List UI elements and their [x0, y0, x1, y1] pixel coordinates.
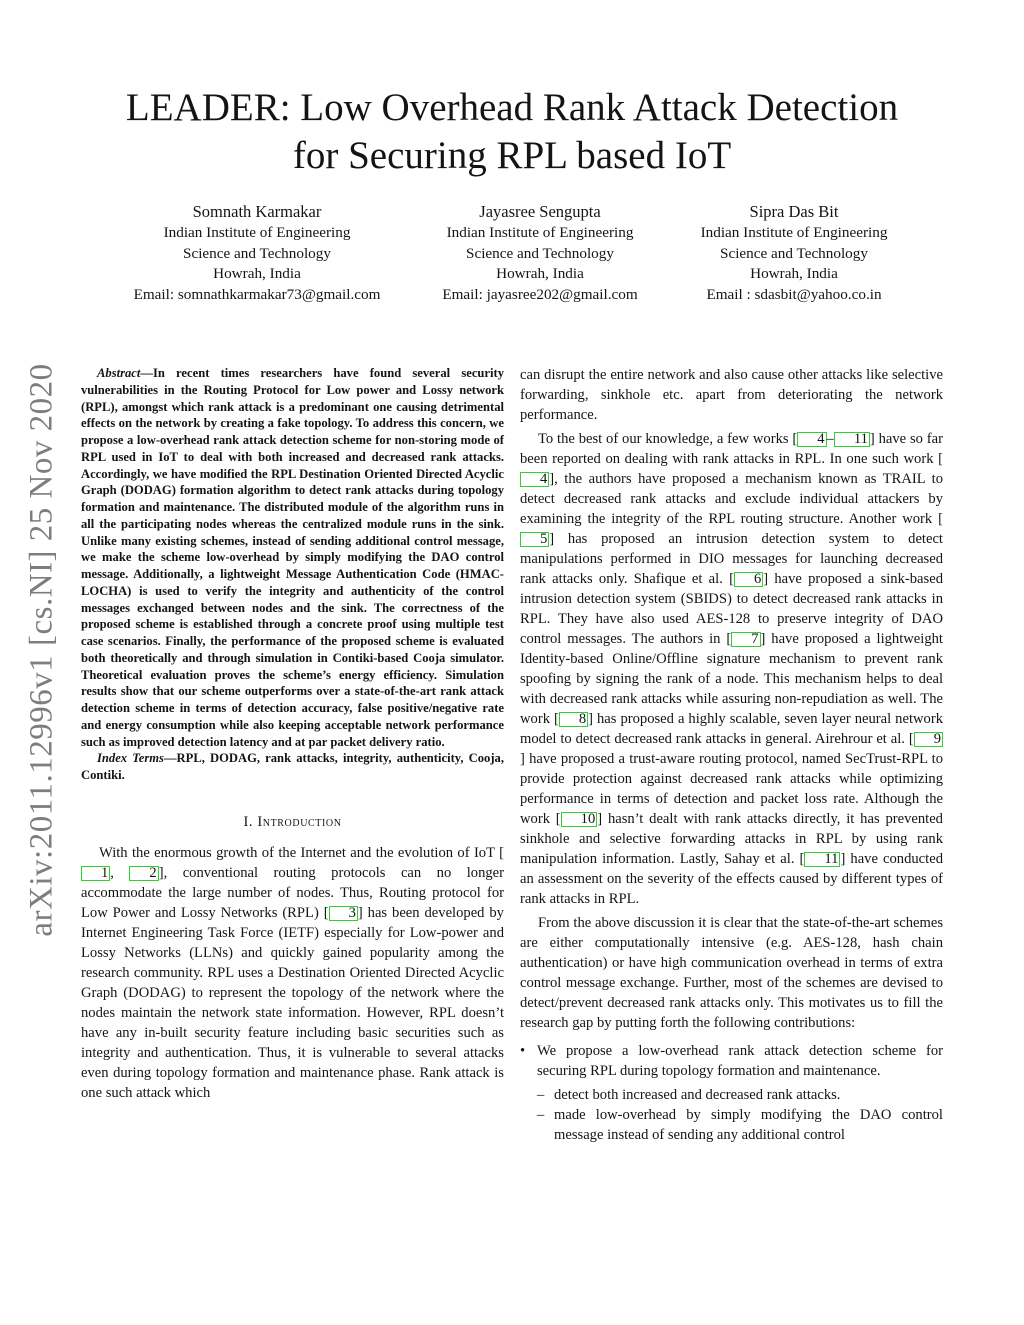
author-email: Email: jayasree202@gmail.com [442, 285, 638, 303]
contribution-text: We propose a low-overhead rank attack detection scheme for securing RPL during topology formation and maintenance. [537, 1043, 943, 1079]
paper-title [60, 84, 964, 180]
motivation-paragraph: From the above discussion it is clear that the state-of-the-art schemes are either computationally intensive (e.g. AES-128, hash chain authentication) or have high communication overhead in terms of extra control message exchange. Further, most of the schemes are devised to detect/prevent decreased rank attacks only. This motivates us to fill the research gap by putting forth the following contributions: [520, 915, 943, 1031]
author-affiliation-line-2: Science and Technology [183, 244, 331, 262]
citation-link[interactable]: 7 [731, 632, 760, 647]
author-affiliation-line-1: Indian Institute of Engineering [446, 224, 634, 241]
citation-link[interactable]: 11 [834, 432, 870, 447]
author-name: Jayasree Sengupta [479, 202, 601, 221]
abstract-text: —In recent times researchers have found several security vulnerabilities in the Routing Protocol for Low power and Lossy network (RPL), amongst which rank attack is a predominant one causing detrimental effects on the network by creating a fake topology. To address this concern, we propose a low-overhead rank attack detection scheme for non-storing mode of RPL used in IoT to deal with both increased and decreased rank attacks. Accordingly, we have modified the RPL Destination Oriented Directed Acyclic Graph (DODAG) formation algorithm to detect rank attacks during topology formation and maintenance. The distributed module of the algorithm runs in all the participating nodes whereas the centralized module runs in the sink. Unlike many existing schemes, instead of sending additional control message, we make the scheme low-overhead by simply modifying the DAO control message. Additionally, a lightweight Message Authentication Code (HMAC-LOCHA) is used to verify the integrity and authenticity of the control messages exchanged between nodes and the sink. The correctness of the proposed scheme is established through a concrete proof using multiple test case scenarios. Finally, the performance of the proposed scheme is evaluated both theoretically and through simulation in Contiki-based Cooja simulator. Theoretical evaluation proves the scheme’s energy efficiency. Simulation results show that our scheme outperforms over a state-of-the-art rank attack detection scheme in terms of detection accuracy, false positive/negative rate and energy consumption while also keeping acceptable network performance such as improved detection latency and at par packet delivery ratio. [81, 366, 504, 749]
author-affiliation-line-1: Indian Institute of Engineering [700, 224, 888, 241]
index-terms-text: —RPL, DODAG, rank attacks, integrity, authenticity, Cooja, Contiki. [81, 751, 504, 782]
related-work-paragraph: To the best of our knowledge, a few works [ 4 – 11 ] have so far been reported on dealing with rank attacks in RPL. In one such work [4 ], the authors have proposed a mechanism known as TRAIL to detect decreased rank attacks and exclude individual attackers by examining the integrity of the RPL routing structure. Another work [5 ] has proposed an intrusion detection system to detect manipulations performed in DIO messages for launching decreased rank attacks only. Shafique et al. [ 6 ] have proposed a sink-based intrusion detection system (SBIDS) to detect decreased rank attacks in RPL. They have also used AES-128 to preserve integrity of DAO control messages. The authors in [ 7 ] have proposed a lightweight Identity-based Online/Offline signature mechanism to prevent rank spoofing by signing the rank of a node. This mechanism helps to deal with decreased rank attacks while assuring non-repudiation as well. The work [ 8 ] has proposed a highly scalable, seven layer neural network model to detect decreased rank attacks in general. Airehrour et al. [ 9] have proposed a trust-aware routing protocol, named SecTrust-RPL to provide protection against decreased rank attacks while optimizing performance in terms of detection and packet loss rate. Although the work [ 10 ] hasn’t dealt with rank attacks directly, it has prevented sinkhole and selective forwarding attacks in RPL by using rank manipulation information. Lastly, Sahay et al. [ 11 ] have conducted an assessment on the severity of the effects caused by different types of rank attacks in RPL. [520, 431, 943, 907]
sub-contribution-text: made low-overhead by simply modifying the DAO control message instead of sending any additional control [554, 1107, 943, 1143]
title-line-2: for Securing RPL based IoT [292, 134, 732, 177]
citation-link[interactable]: 4 [520, 472, 549, 487]
author-affiliation-line-1: Indian Institute of Engineering [163, 224, 351, 241]
author-name: Somnath Karmakar [192, 202, 322, 221]
author-block [0, 201, 1024, 311]
list-item [537, 1085, 943, 1105]
arxiv-identifier: arXiv:2011.12996v1 [cs.NI] 25 Nov 2020 [23, 363, 60, 937]
citation-link[interactable]: 6 [734, 572, 763, 587]
author-location: Howrah, India [213, 265, 301, 283]
contribution-sublist [537, 1085, 943, 1145]
dash-marker: – [537, 1087, 545, 1103]
dash-marker: – [537, 1107, 545, 1123]
abstract-label: Abstract [97, 366, 141, 380]
citation-link[interactable]: 5 [520, 532, 549, 547]
citation-link[interactable]: 3 [329, 906, 358, 921]
contributions-list [520, 1041, 943, 1145]
author-email: Email: somnathkarmakar73@gmail.com [133, 285, 381, 303]
author-affiliation-line-2: Science and Technology [466, 244, 614, 262]
author-location: Howrah, India [750, 265, 838, 283]
citation-link[interactable]: 10 [561, 812, 598, 827]
abstract [81, 365, 504, 784]
author-1 [97, 201, 417, 305]
title-line-1: LEADER: Low Overhead Rank Attack Detection [125, 86, 899, 129]
section-heading-introduction: I. Introduction [243, 813, 342, 830]
sub-contribution-text: detect both increased and decreased rank attacks. [554, 1087, 841, 1103]
index-terms-label: Index Terms [97, 751, 164, 766]
right-column [520, 365, 943, 1145]
citation-link[interactable]: 1 [81, 866, 110, 881]
author-name: Sipra Das Bit [749, 202, 839, 221]
left-column [81, 365, 504, 1103]
list-item [520, 1041, 943, 1145]
citation-link[interactable]: 11 [804, 852, 840, 867]
citation-link[interactable]: 9 [914, 732, 943, 747]
citation-link[interactable]: 2 [129, 866, 158, 881]
author-3 [634, 201, 954, 305]
intro-paragraph-continued: can disrupt the entire network and also cause other attacks like selective forwarding, sinkhole etc. apart from deteriorating the network performance. [520, 367, 943, 423]
intro-paragraph: With the enormous growth of the Internet and the evolution of IoT [1 , 2 ], conventional routing protocols can no longer accommodate the large number of nodes. Thus, Routing protocol for Low Power and Lossy Networks (RPL) [ 3 ] has been developed by Internet Engineering Task Force (IETF) especially for Low-power and Lossy Networks (LLNs) and quickly gained popularity among the research community. RPL uses a Destination Oriented Directed Acyclic Graph (DODAG) to represent the topology of the network where the nodes maintain the network state information. However, RPL doesn’t have any in-built security feature including basic securities such as integrity and authentication. Thus, it is vulnerable to several attacks even during topology formation and maintenance phase. Rank attack is one such attack which [81, 844, 505, 1101]
author-affiliation-line-2: Science and Technology [720, 244, 868, 262]
author-location: Howrah, India [496, 265, 584, 283]
list-item [537, 1105, 943, 1145]
bullet-marker: • [520, 1043, 526, 1059]
citation-link[interactable]: 4 [797, 432, 826, 447]
citation-link[interactable]: 8 [559, 712, 588, 727]
author-email: Email : sdasbit@yahoo.co.in [706, 285, 882, 303]
